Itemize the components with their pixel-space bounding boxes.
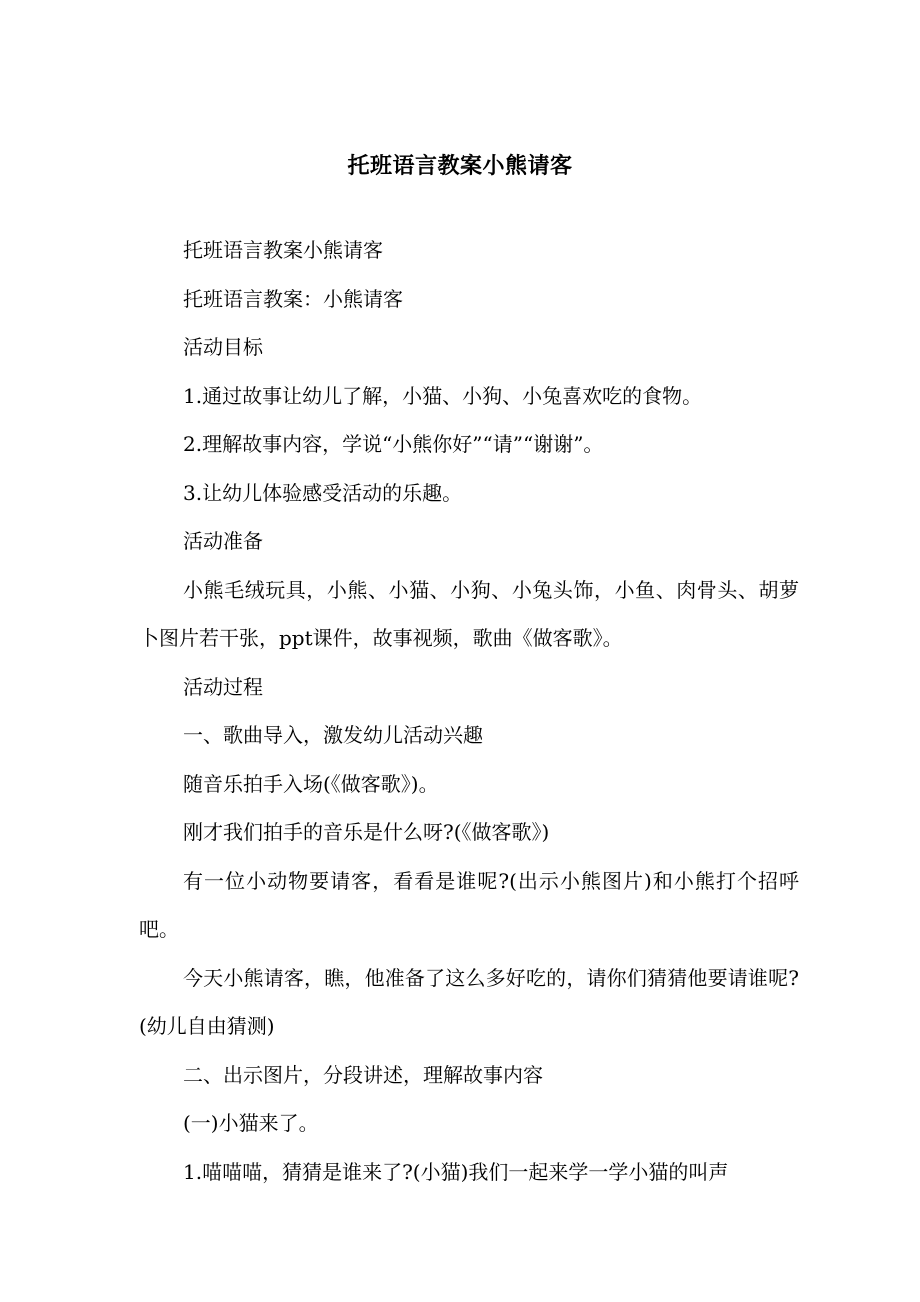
goal-item-1: 1.通过故事让幼儿了解，小猫、小狗、小兔喜欢吃的食物。 (183, 383, 703, 408)
document-body (139, 226, 799, 1196)
goal-item-2: 2.理解故事内容，学说“小熊你好”“请”“谢谢”。 (183, 432, 604, 456)
process-step-2-heading: 二、出示图片，分段讲述，理解故事内容 (183, 1062, 543, 1087)
preparation-text: 小熊毛绒玩具，小熊、小猫、小狗、小兔头饰，小鱼、肉骨头、胡萝卜图片若干张，ppt课件，故事视频，歌曲《做客歌》。 (139, 577, 799, 650)
paragraph-subtitle-colon: 托班语言教案：小熊请客 (183, 286, 403, 311)
process-paragraph: 随音乐拍手入场(《做客歌》)。 (183, 771, 439, 796)
section-heading-preparation: 活动准备 (183, 529, 263, 553)
process-paragraph: 刚才我们拍手的音乐是什么呀?(《做客歌》) (183, 820, 550, 844)
goal-item-3: 3.让幼儿体验感受活动的乐趣。 (183, 480, 463, 505)
process-paragraph: 有一位小动物要请客，看看是谁呢?(出示小熊图片)和小熊打个招呼吧。 (139, 868, 799, 941)
section-heading-process: 活动过程 (183, 674, 263, 699)
process-step-1-heading: 一、歌曲导入，激发幼儿活动兴趣 (183, 723, 483, 747)
document-title: 托班语言教案小熊请客 (347, 154, 573, 179)
process-paragraph: 1.喵喵喵，猜猜是谁来了?(小猫)我们一起来学一学小猫的叫声 (183, 1159, 729, 1184)
section-heading-goals: 活动目标 (183, 335, 263, 359)
process-paragraph: 今天小熊请客，瞧，他准备了这么多好吃的，请你们猜猜他要请谁呢?(幼儿自由猜测) (139, 965, 799, 1038)
paragraph-subtitle: 托班语言教案小熊请客 (183, 238, 383, 262)
process-subsection-heading: (一)小猫来了。 (183, 1111, 319, 1135)
